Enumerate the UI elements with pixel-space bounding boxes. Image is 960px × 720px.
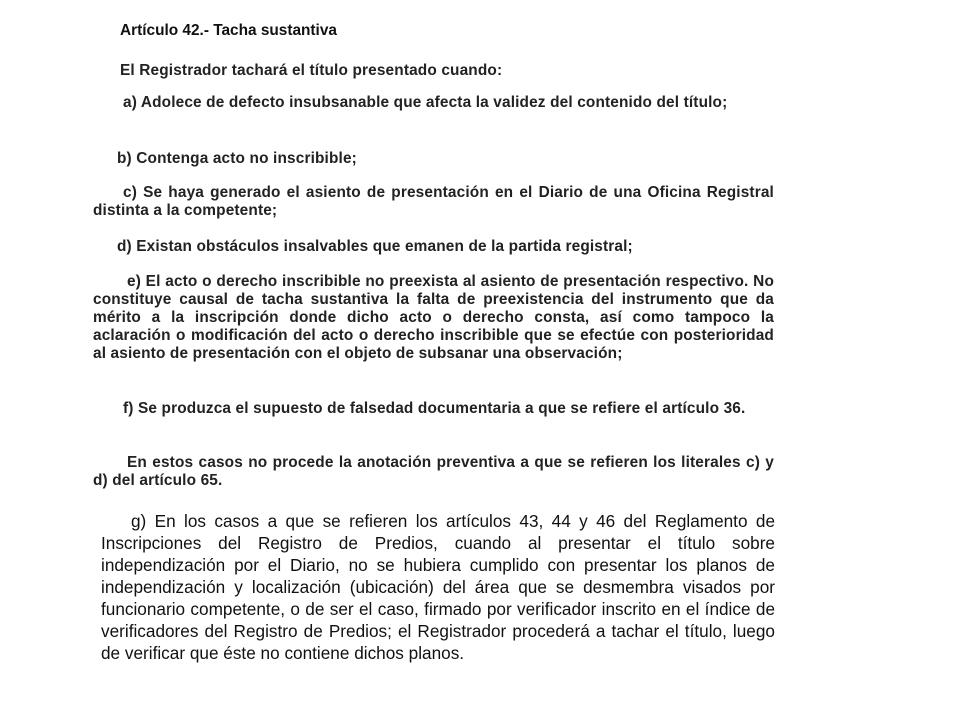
closing-note: En estos casos no procede la anotación preventiva a que se refieren los literales c) y d) del artículo 65. bbox=[93, 454, 774, 489]
article-title: Artículo 42.- Tacha sustantiva bbox=[120, 22, 337, 39]
item-c: c) Se haya generado el asiento de presentación en el Diario de una Oficina Registral distinta a la competente; bbox=[93, 184, 774, 219]
item-d: d) Existan obstáculos insalvables que emanen de la partida registral; bbox=[117, 238, 633, 255]
item-f: f) Se produzca el supuesto de falsedad documentaria a que se refiere el artículo 36. bbox=[123, 400, 746, 417]
item-e: e) El acto o derecho inscribible no preexista al asiento de presentación respectivo. No constituye causal de tacha sustantiva la falta de preexistencia del instrumento que da mérito a la inscripción donde dicho acto o derecho consta, así como tampoco la aclaración o modificación del acto o derecho inscribible que se efectúe con posterioridad al asiento de presentación con el objeto de subsanar una observación; bbox=[93, 273, 774, 362]
item-b: b) Contenga acto no inscribible; bbox=[117, 150, 357, 167]
item-g: g) En los casos a que se refieren los artículos 43, 44 y 46 del Reglamento de Inscripciones del Registro de Predios, cuando al presentar el título sobre independización por el Diario, no se hubiera cumplido con presentar los planos de independización y localización (ubicación) del área que se desmembra visados por funcionario competente, o de ser el caso, firmado por verificador inscrito en el índice de verificadores del Registro de Predios; el Registrador procederá a tachar el título, luego de verificar que éste no contiene dichos planos. bbox=[101, 511, 775, 663]
article-intro: El Registrador tachará el título presentado cuando: bbox=[120, 62, 503, 79]
item-a: a) Adolece de defecto insubsanable que afecta la validez del contenido del título; bbox=[123, 94, 728, 111]
